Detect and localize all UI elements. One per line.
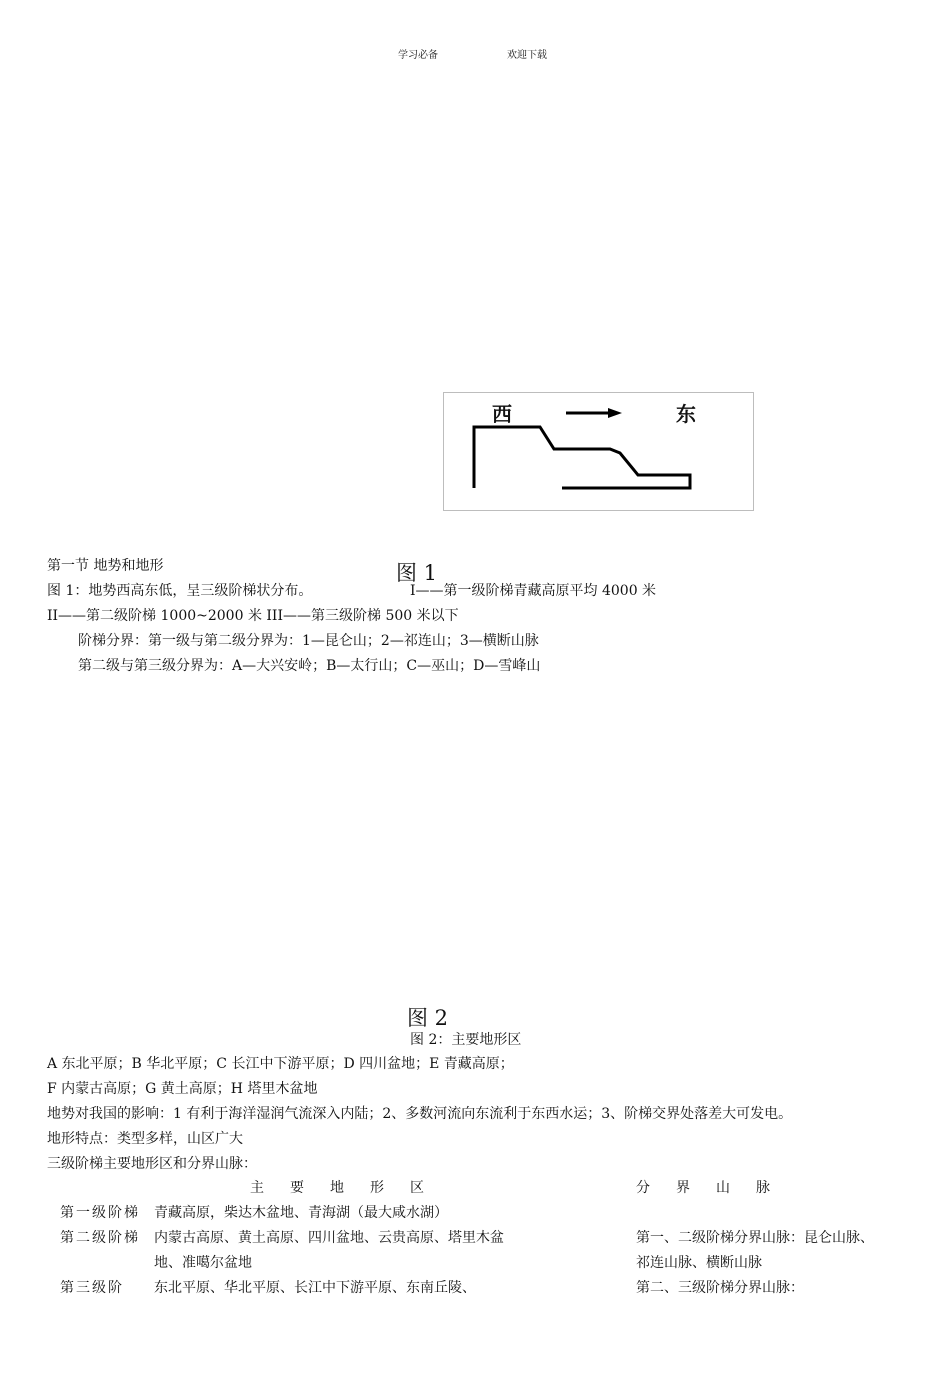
- table-header-row: [60, 1176, 876, 1201]
- step-name: 第三级阶: [60, 1280, 124, 1296]
- section-title: 第一节 地势和地形: [47, 558, 164, 574]
- west-label: 西: [492, 402, 512, 426]
- east-label: 东: [676, 402, 696, 426]
- figure-2-caption: 图 2: [407, 1006, 449, 1030]
- terrain-step-outline: [474, 427, 690, 488]
- figure-2-subtitle: 图 2：主要地形区: [410, 1032, 522, 1048]
- boundary-two-three: 第二级与第三级分界为：A—大兴安岭；B—太行山；C—巫山；D—雪峰山: [78, 658, 541, 674]
- boundary-one-two: 阶梯分界：第一级与第二级分界为：1—昆仑山；2—祁连山；3—横断山脉: [78, 633, 539, 649]
- table-row: [60, 1226, 876, 1276]
- direction-arrow-head: [608, 408, 622, 418]
- step-ranges: [636, 1201, 876, 1226]
- terrain-influence: 地势对我国的影响：1 有利于海洋湿润气流深入内陆；2、多数河流向东流利于东西水运；3、阶梯交界处落差大可发电。: [47, 1106, 793, 1122]
- step-ranges: 第二、三级阶梯分界山脉：: [636, 1280, 804, 1296]
- table-row: [60, 1201, 876, 1226]
- regions-list-2: F 内蒙古高原；G 黄土高原；H 塔里木盆地: [47, 1081, 318, 1097]
- header-boundary-ranges: 分界山脉: [636, 1180, 796, 1196]
- figure-1-terrain-profile: [443, 392, 754, 511]
- figure-1-caption: 图 1: [396, 561, 438, 585]
- terrain-profile-drawing: [444, 393, 755, 512]
- step-name: 第二级阶梯: [60, 1230, 140, 1246]
- header-right: 欢迎下载: [507, 50, 547, 61]
- fig1-description: 图 1：地势西高东低，呈三级阶梯状分布。: [47, 583, 313, 599]
- step-two-three-description: II——第二级阶梯 1000~2000 米 III——第三级阶梯 500 米以下: [47, 608, 459, 624]
- step-regions: 青藏高原，柴达木盆地、青海湖（最大咸水湖）: [154, 1205, 448, 1221]
- step-regions: 东北平原、华北平原、长江中下游平原、东南丘陵、: [154, 1280, 476, 1296]
- header-left: 学习必备: [398, 50, 438, 61]
- header-main-regions: 主要地形区: [250, 1180, 450, 1196]
- step-ranges: 第一、二级阶梯分界山脉：昆仑山脉、祁连山脉、横断山脉: [636, 1230, 874, 1271]
- step-regions: 内蒙古高原、黄土高原、四川盆地、云贵高原、塔里木盆地、准噶尔盆地: [154, 1230, 504, 1271]
- regions-list-1: A 东北平原；B 华北平原；C 长江中下游平原；D 四川盆地；E 青藏高原；: [47, 1056, 514, 1072]
- terrain-features: 地形特点：类型多样，山区广大: [47, 1131, 243, 1147]
- table-row: [60, 1276, 876, 1301]
- step-one-description: I——第一级阶梯青藏高原平均 4000 米: [410, 583, 657, 599]
- table-heading: 三级阶梯主要地形区和分界山脉：: [47, 1156, 257, 1172]
- steps-table: [60, 1176, 876, 1301]
- step-name: 第一级阶梯: [60, 1205, 140, 1221]
